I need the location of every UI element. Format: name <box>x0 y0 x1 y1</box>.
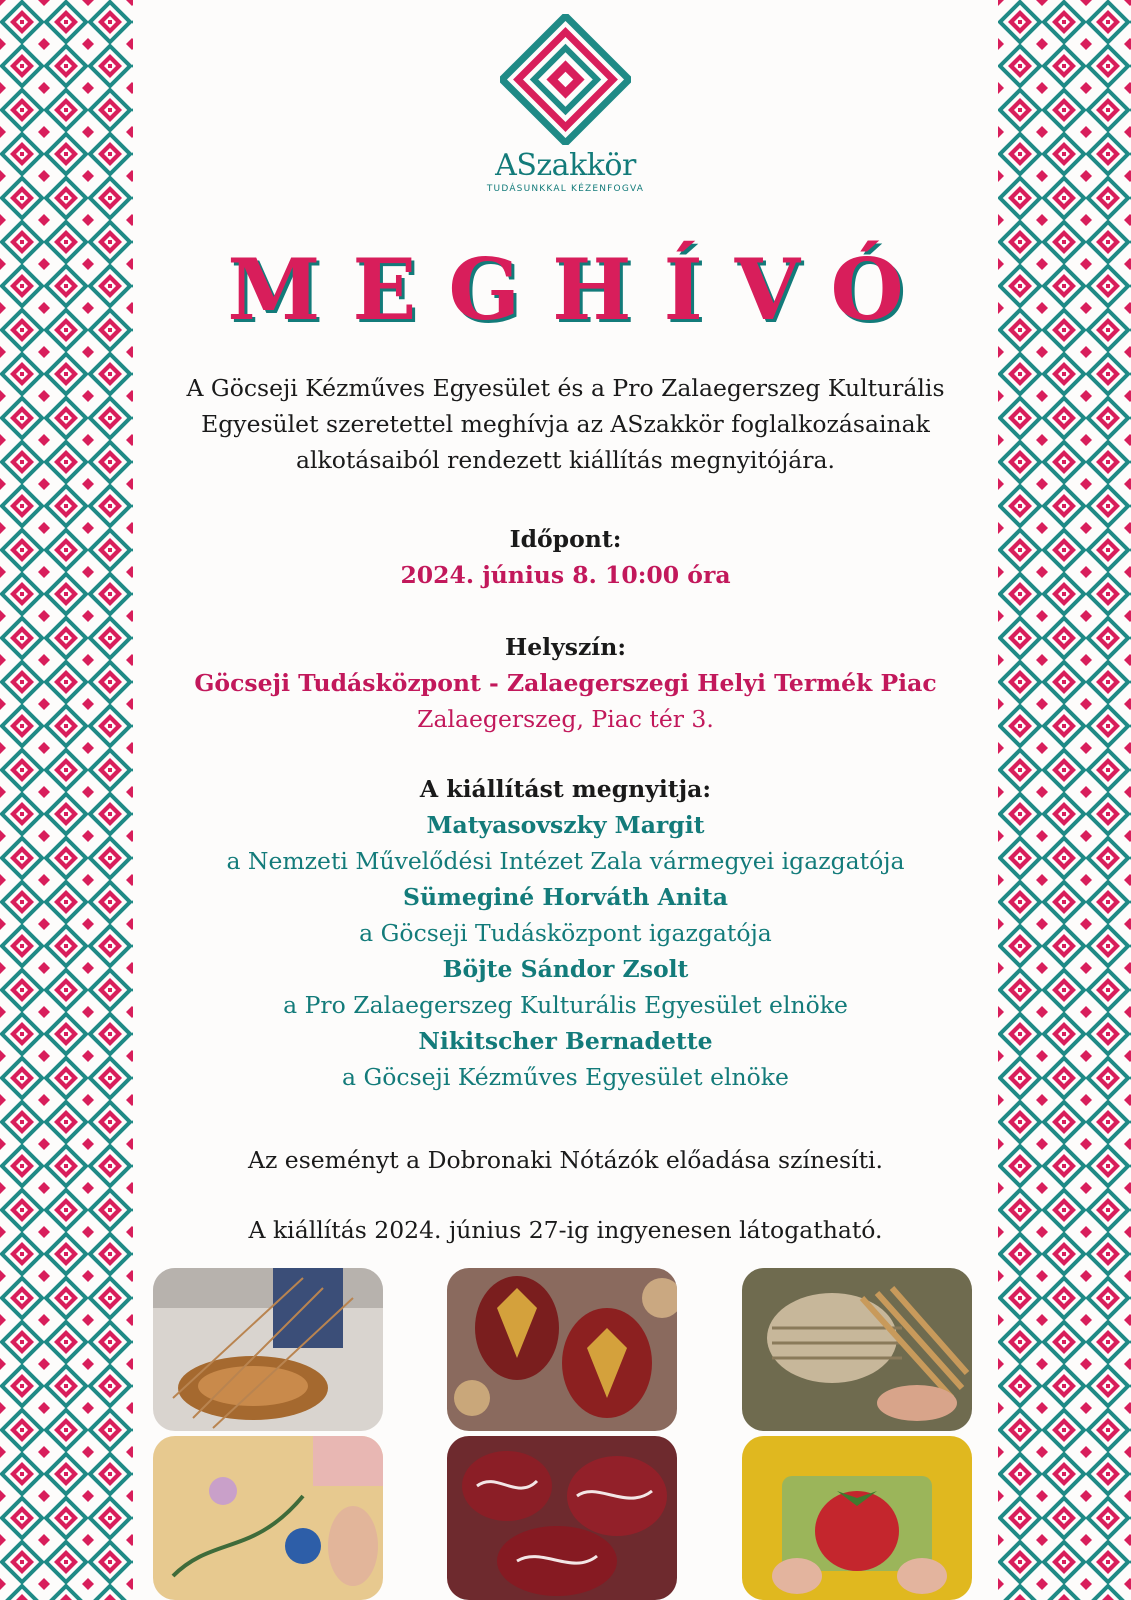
opener-role: a Göcseji Tudásközpont igazgatója <box>359 919 772 947</box>
opener-role: a Nemzeti Művelődési Intézet Zala vármegyei igazgatója <box>226 847 905 875</box>
time-section <box>140 521 991 593</box>
brand-tagline: TUDÁSUNKKAL KÉZENFOGVA <box>486 184 645 194</box>
photo-bobbin-lace <box>742 1268 972 1431</box>
opener-name: Matyasovszky Margit <box>426 811 705 839</box>
photo-basket-weaving <box>153 1268 383 1431</box>
photo-decorated-eggs <box>447 1268 677 1431</box>
opener-name: Sümeginé Horváth Anita <box>402 883 729 911</box>
aszakkor-logo-emblem <box>500 14 631 145</box>
brand-name: ASzakkör <box>495 148 636 183</box>
photo-felt-strawberry <box>742 1436 972 1600</box>
opener-name: Böjte Sándor Zsolt <box>442 955 689 983</box>
time-value: 2024. június 8. 10:00 óra <box>400 561 731 589</box>
venue-label: Helyszín: <box>505 633 626 661</box>
time-label: Időpont: <box>509 525 622 553</box>
opener-name: Nikitscher Bernadette <box>418 1027 713 1055</box>
intro-paragraph: A Göcseji Kézműves Egyesület és a Pro Zalaegerszeg Kulturális Egyesület szeretettel meghívja az ASzakkör foglalkozásainak alkotásaiból rendezett kiállítás megnyitójára. <box>186 374 945 474</box>
brand-block <box>0 150 1131 194</box>
photo-folk-painting <box>153 1436 383 1600</box>
openers-label: A kiállítást megnyitja: <box>419 775 712 803</box>
venue-address: Zalaegerszeg, Piac tér 3. <box>417 705 714 733</box>
photo-gingerbread <box>447 1436 677 1600</box>
openers-section <box>140 771 991 1095</box>
venue-name: Göcseji Tudásközpont - Zalaegerszegi Helyi Termék Piac <box>194 669 937 697</box>
page-title: MEGHÍVÓ <box>227 240 936 339</box>
venue-section <box>140 629 991 737</box>
opener-role: a Pro Zalaegerszeg Kulturális Egyesület elnöke <box>283 991 848 1019</box>
performance-note: Az eseményt a Dobronaki Nótázók előadása színesíti. <box>247 1146 884 1174</box>
opener-role: a Göcseji Kézműves Egyesület elnöke <box>342 1063 789 1091</box>
closing-note: A kiállítás 2024. június 27-ig ingyenesen látogatható. <box>248 1216 883 1244</box>
